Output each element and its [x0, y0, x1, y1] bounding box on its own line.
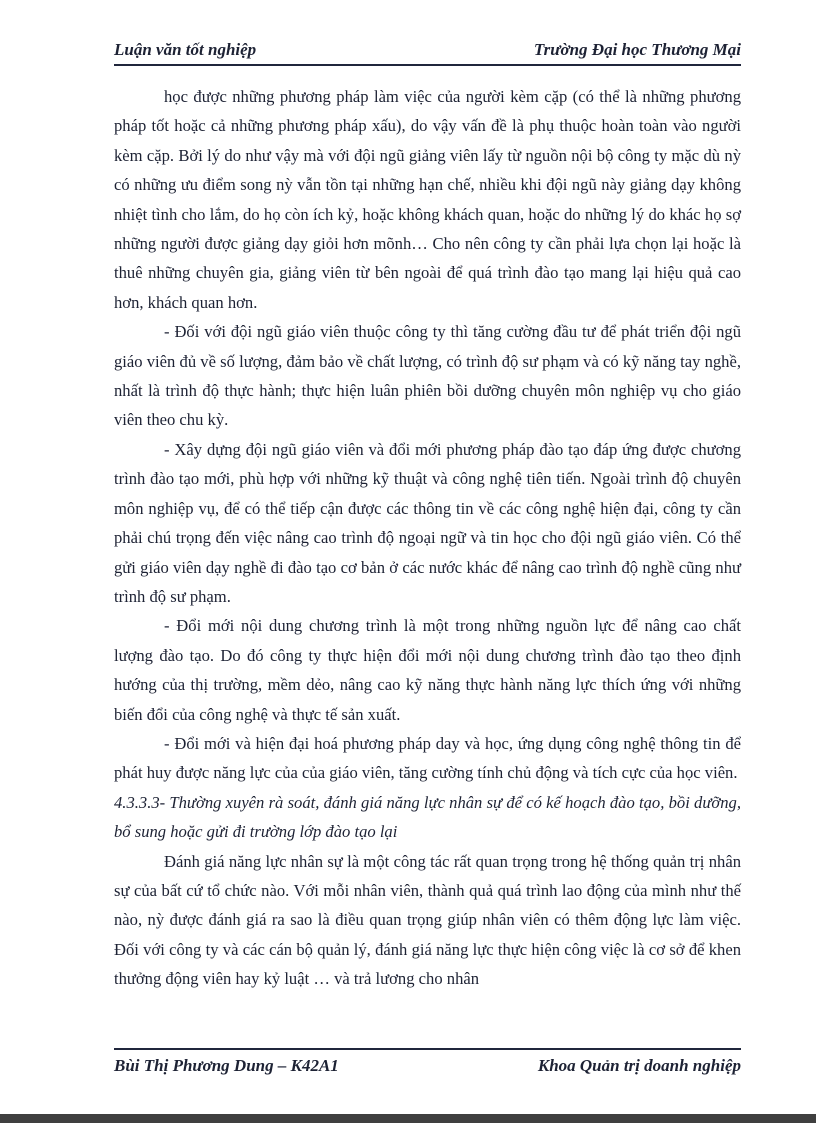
- paragraph: - Xây dựng đội ngũ giáo viên và đổi mới phương pháp đào tạo đáp ứng được chương trình đào tạo mới, phù hợp với những kỹ thuật và công nghệ tiên tiến. Ngoài trình độ chuyên môn nghiệp vụ, để có thể tiếp cận được các thông tin về các công nghệ hiện đại, công ty cần phải chú trọng đến việc nâng cao trình độ ngoại ngữ và tin học cho đội ngũ giáo viên. Có thể gửi giáo viên dạy nghề đi đào tạo cơ bản ở các nước khác để nâng cao trình độ nghề cũng như trình độ sư phạm.: [114, 439, 741, 606]
- page-header: [114, 40, 741, 66]
- page-edge: [0, 1114, 816, 1123]
- paragraph: - Đổi mới và hiện đại hoá phương pháp day và học, ứng dụng công nghệ thông tin để phát huy được năng lực của của giáo viên, tăng cường tính chủ động và tích cực của học viên.: [114, 733, 741, 783]
- header-thesis-title: Luận văn tốt nghiệp: [114, 40, 257, 59]
- header-university-name: Trường Đại học Thương Mại: [533, 40, 741, 59]
- paragraph: - Đối với đội ngũ giáo viên thuộc công ty thì tăng cường đầu tư để phát triển đội ngũ giáo viên đủ về số lượng, đảm bảo về chất lượng, có trình độ sư phạm và có kỹ năng tay nghề, nhất là trình độ thực hành; thực hiện luân phiên bồi dưỡng chuyên môn nghiệp vụ cho giáo viên theo chu kỳ.: [114, 322, 741, 430]
- paragraph: - Đổi mới nội dung chương trình là một trong những nguồn lực để nâng cao chất lượng đào tạo. Do đó công ty thực hiện đổi mới nội dung chương trình đào tạo theo định hướng của thị trường, mềm dẻo, nâng cao kỹ năng thực hành năng lực thích ứng với những biến đổi của công nghệ và thực tế sản xuất.: [114, 616, 741, 724]
- page-footer: [114, 1048, 741, 1076]
- paragraph: Đánh giá năng lực nhân sự là một công tác rất quan trọng trong hệ thống quản trị nhân sự của bất cứ tổ chức nào. Với mỗi nhân viên, thành quả quá trình lao động của mình như thế nào, nỳ được đánh giá ra sao là điều quan trọng giúp nhân viên có thêm động lực làm việc. Đối với công ty và các cán bộ quản lý, đánh giá năng lực thực hiện công việc là cơ sở để khen thưởng động viên hay kỷ luật … và trả lương cho nhân: [114, 851, 741, 989]
- footer-author-name: Bùi Thị Phương Dung – K42A1: [114, 1056, 339, 1075]
- document-body: [114, 82, 741, 994]
- section-heading: 4.3.3.3- Thường xuyên rà soát, đánh giá năng lực nhân sự để có kế hoạch đào tạo, bồi dưỡng, bổ sung hoặc gửi đi trường lớp đào tạo lại: [114, 792, 741, 842]
- paragraph: học được những phương pháp làm việc của người kèm cặp (có thể là những phương pháp tốt hoặc cả những phương pháp xấu), do vậy vấn đề là phụ thuộc hoàn toàn vào người kèm cặp. Bởi lý do như vậy mà với đội ngũ giảng viên lấy từ nguồn nội bộ công ty mặc dù nỳ có những ưu điểm song nỳ vẫn tồn tại những hạn chế, nhiều khi đội ngũ này giảng dạy không nhiệt tình cho lắm, do họ còn ích kỷ, hoặc không khách quan, hoặc do những lý do khác họ sợ những người được giảng dạy giỏi hơn mõnh… Cho nên công ty cần phải lựa chọn lại hoặc là thuê những chuyên gia, giảng viên từ bên ngoài để quá trình đào tạo mang lại hiệu quả cao hơn, khách quan hơn.: [114, 87, 741, 312]
- footer-faculty-name: Khoa Quản trị doanh nghiệp: [537, 1056, 741, 1075]
